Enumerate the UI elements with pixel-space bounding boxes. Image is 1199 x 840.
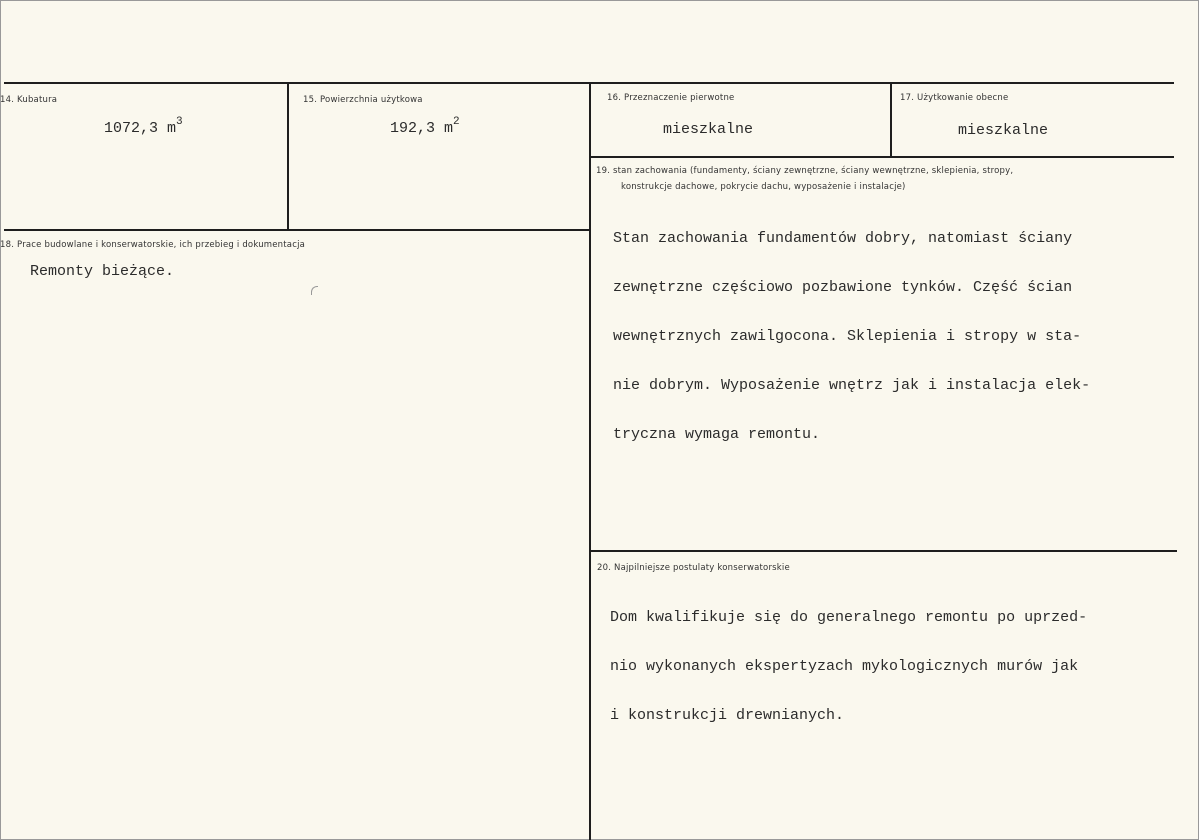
stan-line: zewnętrzne częściowo pozbawione tynków. Część ścian xyxy=(613,278,1073,296)
rule-above-20 xyxy=(590,550,1177,552)
stan-line: nie dobrym. Wyposażenie wnętrz jak i instalacja elek- xyxy=(613,376,1091,394)
prace-label: 18. Prace budowlane i konserwatorskie, ich przebieg i dokumentacja xyxy=(0,240,306,250)
postulaty-text xyxy=(610,581,1087,753)
prace-value: Remonty bieżące. xyxy=(30,263,175,280)
stan-line: wewnętrznych zawilgocona. Sklepienia i stropy w sta- xyxy=(613,327,1082,345)
postulaty-label: 20. Najpilniejsze postulaty konserwatorskie xyxy=(597,563,790,573)
uzytkowanie-value: mieszkalne xyxy=(958,122,1049,139)
divider-16-17 xyxy=(890,83,892,157)
powierzchnia-value xyxy=(390,118,460,137)
kubatura-label: 14. Kubatura xyxy=(0,95,58,105)
kubatura-exponent: 3 xyxy=(176,116,183,128)
powierzchnia-exponent: 2 xyxy=(453,116,460,128)
przeznaczenie-label: 16. Przeznaczenie pierwotne xyxy=(607,93,735,103)
postulaty-line: i konstrukcji drewnianych. xyxy=(610,706,845,724)
powierzchnia-label: 15. Powierzchnia użytkowa xyxy=(303,95,423,105)
postulaty-line: Dom kwalifikuje się do generalnego remontu po uprzed- xyxy=(610,608,1088,626)
powierzchnia-number: 192,3 m xyxy=(390,120,454,137)
uzytkowanie-label: 17. Użytkowanie obecne xyxy=(900,93,1009,103)
rule-below-16-17 xyxy=(590,156,1174,158)
przeznaczenie-value: mieszkalne xyxy=(663,121,754,138)
stan-label-line1: 19. stan zachowania (fundamenty, ściany zewnętrzne, ściany wewnętrzne, sklepienia, stropy, xyxy=(596,166,1014,176)
mid-left-rule xyxy=(4,229,589,231)
kubatura-value xyxy=(104,118,183,137)
main-vertical-divider xyxy=(589,83,591,840)
divider-14-15 xyxy=(287,83,289,230)
stan-line: tryczna wymaga remontu. xyxy=(613,425,821,443)
pencil-mark xyxy=(311,286,318,295)
stan-text xyxy=(613,202,1090,472)
kubatura-number: 1072,3 m xyxy=(104,120,177,137)
stan-label-line2: konstrukcje dachowe, pokrycie dachu, wyposażenie i instalacje) xyxy=(621,182,906,192)
postulaty-line: nio wykonanych ekspertyzach mykologicznych murów jak xyxy=(610,657,1079,675)
stan-line: Stan zachowania fundamentów dobry, natomiast ściany xyxy=(613,229,1073,247)
